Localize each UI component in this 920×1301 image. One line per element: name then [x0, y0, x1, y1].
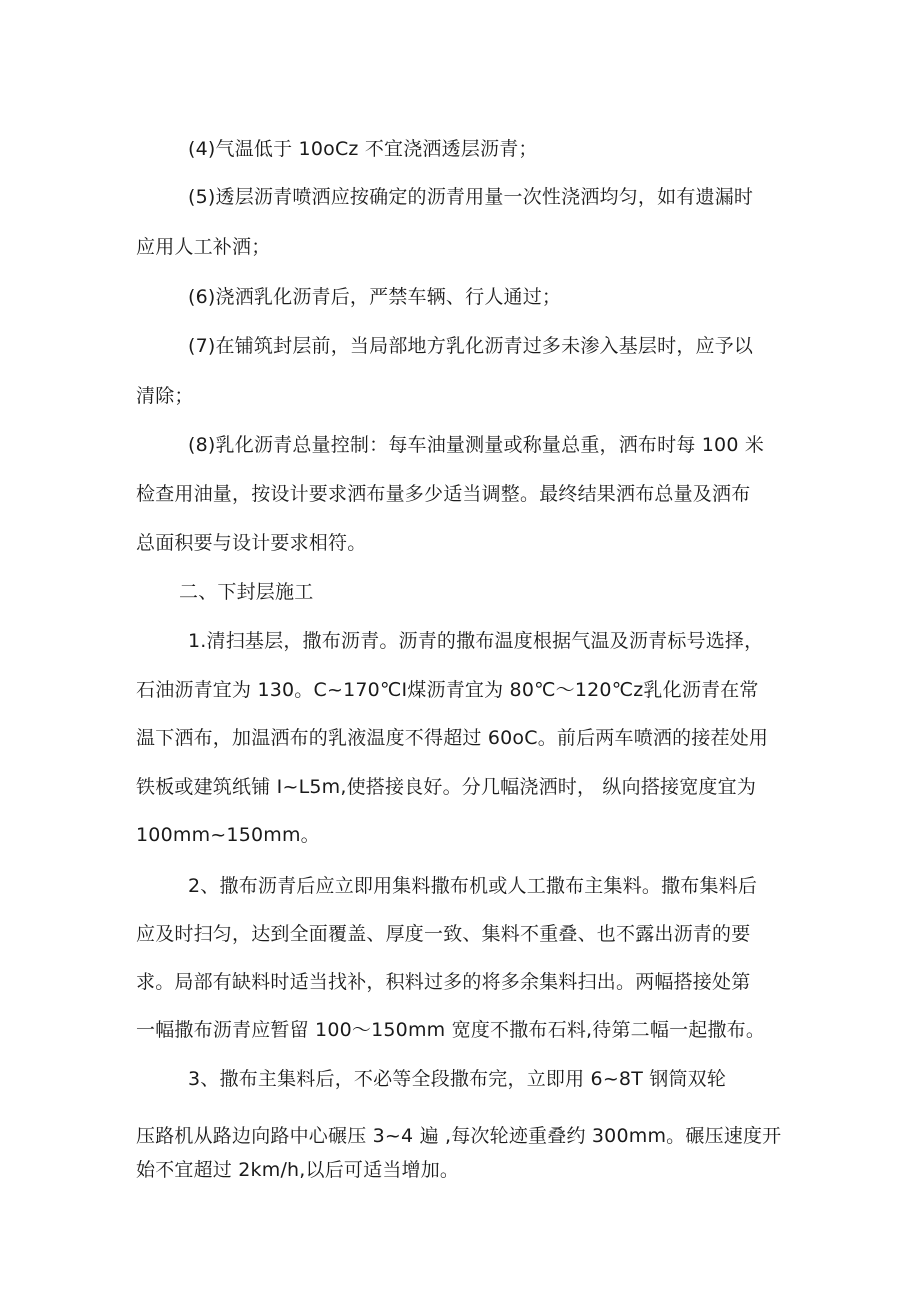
section-heading: 二、下封层施工 [179, 581, 314, 603]
paragraph-line: (7)在铺筑封层前，当局部地方乳化沥青过多未渗入基层时，应予以 [188, 335, 754, 357]
paragraph-line: 石油沥青宜为 130。C~170℃I煤沥青宜为 80℃～120℃z乳化沥青在常 [136, 679, 759, 701]
paragraph-line: 温下洒布，加温洒布的乳液温度不得超过 60oC。前后两车喷洒的接茬处用 [136, 727, 769, 749]
paragraph-line: 清除； [136, 385, 194, 407]
paragraph-line: 压路机从路边向路中心碾压 3~4 遍 ,每次轮迹重叠约 300mm。碾压速度开 [136, 1125, 782, 1147]
paragraph-line: 2、撒布沥青后应立即用集料撒布机或人工撒布主集料。撒布集料后 [188, 875, 758, 897]
paragraph-line: 总面积要与设计要求相符。 [136, 532, 367, 554]
paragraph-line: (5)透层沥青喷洒应按确定的沥青用量一次性浇洒均匀，如有遗漏时 [188, 186, 754, 208]
paragraph-line: (8)乳化沥青总量控制：每车油量测量或称量总重，洒布时每 100 米 [188, 434, 765, 456]
paragraph-line: 100mm~150mm。 [136, 824, 320, 846]
paragraph-line: 铁板或建筑纸铺 I~L5m,使搭接良好。分几幅浇洒时， 纵向搭接宽度宜为 [136, 776, 757, 798]
paragraph-line: 求。局部有缺料时适当找补，积料过多的将多余集料扫出。两幅搭接处第 [136, 971, 751, 993]
paragraph-line: 检查用油量，按设计要求洒布量多少适当调整。最终结果洒布总量及洒布 [136, 483, 751, 505]
paragraph-line: (6)浇洒乳化沥青后，严禁车辆、行人通过； [188, 286, 562, 308]
paragraph-line: 应用人工补洒； [136, 236, 271, 258]
paragraph-line: 始不宜超过 2km∕h,以后可适当增加。 [136, 1159, 460, 1181]
paragraph-line: 3、撒布主集料后，不必等全段撒布完，立即用 6~8T 钢筒双轮 [188, 1068, 727, 1090]
paragraph-line: 一幅撒布沥青应暂留 100～150mm 宽度不撒布石料,待第二幅一起撒布。 [136, 1019, 766, 1041]
paragraph-line: (4)气温低于 10oCz 不宜浇洒透层沥青； [188, 138, 538, 160]
paragraph-line: 应及时扫匀，达到全面覆盖、厚度一致、集料不重叠、也不露出沥青的要 [136, 923, 751, 945]
paragraph-line: 1.清扫基层，撒布沥青。沥青的撒布温度根据气温及沥青标号选择， [188, 630, 764, 652]
